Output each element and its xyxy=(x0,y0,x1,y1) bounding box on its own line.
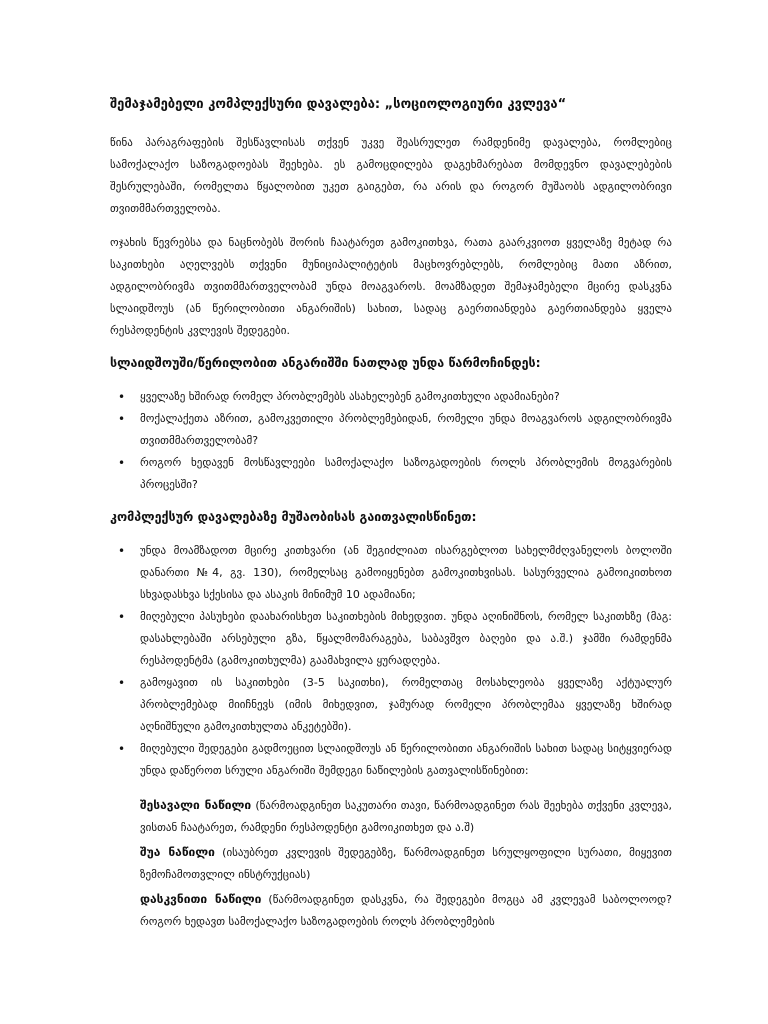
bullet-icon: • xyxy=(118,610,126,624)
part-text: (წარმოადგინეთ დასკვნა, რა შედეგები მოგცა ამ კვლევამ საბოლოოდ? როგორ ხედავთ სამოქალაქო საზოგადოების როლს პრობლემების xyxy=(140,893,672,928)
bullet-icon: • xyxy=(118,742,126,756)
list-item: • მოქალაქეთა აზრით, გამოკვეთილი პრობლემებიდან, რომელი უნდა მოაგვაროს ადგილობრივმა თვითმმართველობამ? xyxy=(110,408,672,452)
part-text: (ისაუბრეთ კვლევის შედეგებზე, წარმოადგინეთ სრულყოფილი სურათი, მიყევით ზემოჩამოთვლილ ინსტრუქციას) xyxy=(140,846,672,881)
part-label: შუა ნაწილი xyxy=(140,845,215,859)
considerations-list xyxy=(110,540,672,782)
report-part-middle xyxy=(140,841,672,886)
part-label: შესავალი ნაწილი xyxy=(140,798,252,812)
bullet-icon: • xyxy=(118,676,126,690)
task-paragraph: ოჯახის წევრებსა და ნაცნობებს შორის ჩაატარეთ გამოკითხვა, რათა გაარკვიოთ ყველაზე მეტად რა საკითხები აღელვებს თქვენი მუნიციპალიტეტის მაცხოვრებლებს, რომლებიც მათი აზრით, ადგილობრივმა თვითმმართველობამ უნდა მოაგვაროს. მოამზადეთ შემაჯამებელი მცირე დასკვნა სლაიდშოუს (ან წერილობითი ანგარიშის) სახით, სადაც გაერთიანდება გაერთიანდება ყველა რესპოდენტის კვლევის შედეგები. xyxy=(110,236,672,337)
requirements-list xyxy=(110,386,672,496)
list-item: • მიღებული შედეგები გადმოეცით სლაიდშოუს ან წერილობითი ანგარიშის სახით სადაც სიტყვიერად უნდა დაწეროთ სრული ანგარიში შემდეგი ნაწილების გათვალისწინებით: xyxy=(110,738,672,782)
bullet-icon: • xyxy=(118,412,126,426)
section-heading-considerations: კომპლექსურ დავალებაზე მუშაობისას გაითვალისწინეთ: xyxy=(110,509,477,524)
bullet-icon: • xyxy=(118,456,126,470)
list-item: • როგორ ხედავენ მოსწავლეები სამოქალაქო საზოგადოების როლს პრობლემის მოგვარების პროცესში? xyxy=(110,452,672,496)
list-item: • ყველაზე ხშირად რომელ პრობლემებს ასახელებენ გამოკითხული ადამიანები? xyxy=(110,386,672,408)
list-item: • უნდა მოამზადოთ მცირე კითხვარი (ან შეგიძლიათ ისარგებლოთ სახელმძღვანელოს ბოლოში დანართი №4, გვ. 130), რომელსაც გამოიყენებთ გამოკითხვისას. სასურველია გამოიკითხოთ სხვადასხვა სქესისა და ასაკის მინიმუმ 10 ადამიანი; xyxy=(110,540,672,606)
part-text: (წარმოადგინეთ საკუთარი თავი, წარმოადგინეთ რას შეეხება თქვენი კვლევა, ვისთან ჩაატარეთ, რამდენი რესპოდენტი გამოიკითხეთ და ა.შ) xyxy=(140,799,672,834)
bullet-icon: • xyxy=(118,544,126,558)
part-label: დასკვნითი ნაწილი xyxy=(140,892,262,906)
section-heading-requirements: სლაიდშოუში/წერილობით ანგარიშში ნათლად უნდა წარმოჩინდეს: xyxy=(110,355,541,370)
intro-paragraph: წინა პარაგრაფების შესწავლისას თქვენ უკვე შეასრულეთ რამდენიმე დავალება, რომლებიც სამოქალაქო საზოგადოებას შეეხება. ეს გამოცდილება დაგეხმარებათ მომდევნო დავალებების შესრულებაში, რომელთა წყალობით უკეთ გაიგებთ, რა არის და როგორ მუშაობს ადგილობრივი თვითმმართველობა. xyxy=(110,136,672,215)
list-item: • მიღებული პასუხები დაახარისხეთ საკითხების მიხედვით. უნდა აღინიშნოს, რომელ საკითხზე (მაგ: დასახლებაში არსებული გზა, წყალმომარაგება, საბავშვო ბაღები და ა.შ.) ჯამში რამდენმა რესპოდენტმა (გამოკითხულმა) გაამახვილა ყურადღება. xyxy=(110,606,672,672)
report-part-conclusion xyxy=(140,888,672,933)
report-part-intro xyxy=(140,794,672,839)
document-title: შემაჯამებელი კომპლექსური დავალება: „სოციოლოგიური კვლევა“ xyxy=(110,97,567,112)
list-item: • გამოყავით ის საკითხები (3-5 საკითხი), რომელთაც მოსახლეობა ყველაზე აქტუალურ პრობლემებად მიიჩნევს (იმის მიხედვით, ჯამურად რომელი პრობლემაა ყველაზე ხშირად აღნიშნული გამოკითხულთა ანკეტებში). xyxy=(110,672,672,738)
bullet-icon: • xyxy=(118,390,126,404)
